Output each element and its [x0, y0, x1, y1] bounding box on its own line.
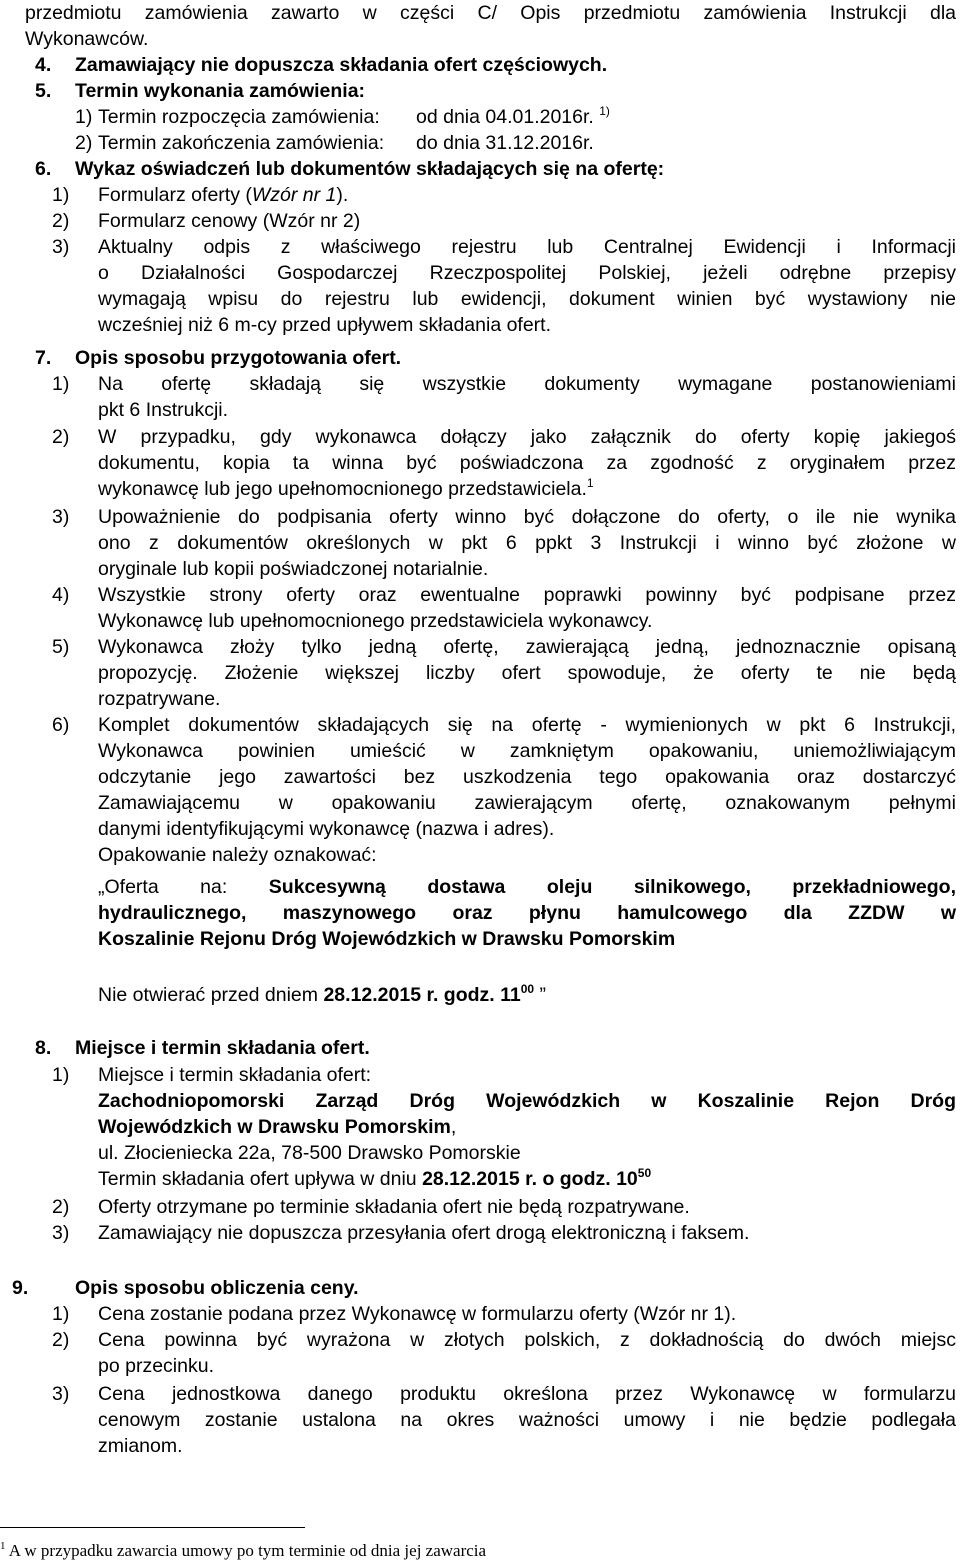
- do-not-open-label: Nie otwierać przed dniem: [98, 984, 324, 1006]
- address-office: Wojewódzkich w Drawsku Pomorskim: [98, 1116, 451, 1138]
- section-7-item-2-line-2: dokumentu, kopia ta winna być poświadczona za zgodność z oryginałem przez: [98, 452, 956, 474]
- section-9-item-2-number: 2): [52, 1329, 70, 1351]
- section-5-item-2-number: 2): [75, 132, 93, 154]
- section-7-item-3-line-1: Upoważnienie do podpisania oferty winno być dołączone do oferty, o ile nie wynika: [98, 506, 956, 528]
- address-comma: ,: [450, 1116, 457, 1138]
- section-4-number: 4.: [35, 54, 52, 76]
- section-7-item-5-line-1: Wykonawca złoży tylko jedną ofertę, zawierającą jedną, jednoznacznie opisaną: [98, 636, 956, 658]
- section-7-item-4-number: 4): [52, 584, 70, 606]
- section-6-item-1-number: 1): [52, 184, 70, 206]
- section-9-item-2-line-2: po przecinku.: [98, 1355, 214, 1377]
- package-marking-line-1: [98, 874, 956, 900]
- section-5-item-1-label: Termin rozpoczęcia zamówienia:: [98, 106, 380, 128]
- section-9-item-2-line-1: Cena powinna być wyrażona w złotych polskich, z dokładnością do dwóch miejsc: [98, 1329, 956, 1351]
- offer-prefix: Oferta na:: [104, 876, 269, 898]
- section-9-item-3-number: 3): [52, 1383, 70, 1405]
- address-line-2: [98, 1114, 456, 1140]
- section-8-item-2-number: 2): [52, 1196, 70, 1218]
- section-9-title: Opis sposobu obliczenia ceny.: [75, 1277, 359, 1299]
- section-7-title: Opis sposobu przygotowania ofert.: [75, 347, 402, 369]
- closing-quote: ”: [534, 984, 547, 1006]
- section-7-item-6-line-4: Zamawiającemu w opakowaniu zawierającym ofertę, oznakowanym pełnymi: [98, 792, 956, 814]
- deadline-minutes: 50: [637, 1166, 652, 1180]
- section-6-item-3-line-1: Aktualny odpis z właściwego rejestru lub Centralnej Ewidencji i Informacji: [98, 236, 956, 258]
- do-not-open-date: 28.12.2015 r. godz. 11: [323, 984, 521, 1006]
- section-7-item-6-line-5: danymi identyfikującymi wykonawcę (nazwa i adres).: [98, 818, 555, 840]
- start-date: od dnia 04.01.2016r.: [416, 106, 594, 128]
- section-9-item-3-line-1: Cena jednostkowa danego produktu określona przez Wykonawcę w formularzu: [98, 1383, 956, 1405]
- section-9-item-1-number: 1): [52, 1303, 70, 1325]
- section-8-number: 8.: [35, 1037, 52, 1059]
- section-6-item-3-line-3: wymagają wpisu do rejestru lub ewidencji, dokument winien być wystawiony nie: [98, 288, 956, 310]
- section-6-item-3-number: 3): [52, 236, 70, 258]
- section-5-item-2-value: do dnia 31.12.2016r.: [416, 132, 594, 154]
- submission-deadline: [98, 1166, 651, 1192]
- footnote-ref-1: 1): [599, 104, 610, 118]
- section-7-item-2-number: 2): [52, 426, 70, 448]
- offer-subject-part-1: Sukcesywną dostawa oleju silnikowego, przekładniowego,: [268, 876, 956, 898]
- section-6-item-3-line-4: wcześniej niż 6 m-cy przed upływem składania ofert.: [98, 314, 552, 336]
- section-8-item-1-label: Miejsce i termin składania ofert:: [98, 1064, 372, 1086]
- intro-line-2: Wykonawców.: [25, 28, 149, 50]
- section-7-item-6-line-2: Wykonawca powinien umieścić w zamkniętym opakowaniu, uniemożliwiającym: [98, 740, 956, 762]
- section-9-item-1: Cena zostanie podana przez Wykonawcę w formularzu oferty (Wzór nr 1).: [98, 1303, 737, 1325]
- package-marking-intro: Opakowanie należy oznakować:: [98, 844, 377, 866]
- section-6-item-1: [98, 182, 348, 208]
- section-5-item-1-value: [416, 104, 610, 130]
- section-7-item-4-line-2: Wykonawcę lub upełnomocnionego przedstawiciela wykonawcy.: [98, 610, 653, 632]
- section-9-item-3-line-2: cenowym zostanie ustalona na okres ważności umowy i nie będzie podlegała: [98, 1409, 956, 1431]
- footnote-mark: 1: [0, 1540, 6, 1552]
- section-7-item-5-line-2: propozycję. Złożenie większej liczby ofert spowoduje, że oferty te nie będą: [98, 662, 956, 684]
- section-5-item-2-label: Termin zakończenia zamówienia:: [98, 132, 385, 154]
- section-7-item-3-line-3: oryginale lub kopii poświadczonej notarialnie.: [98, 558, 489, 580]
- section-7-item-1-line-1: Na ofertę składają się wszystkie dokumenty wymagane postanowieniami: [98, 373, 956, 395]
- section-8-item-3-number: 3): [52, 1222, 70, 1244]
- section-8-item-1-number: 1): [52, 1064, 70, 1086]
- section-7-item-4-line-1: Wszystkie strony oferty oraz ewentualne poprawki powinny być podpisane przez: [98, 584, 956, 606]
- do-not-open-minutes: 00: [520, 982, 535, 996]
- address-line-1: Zachodniopomorski Zarząd Dróg Wojewódzkich w Koszalinie Rejon Dróg: [98, 1090, 956, 1112]
- footnote-text: A w przypadku zawarcia umowy po tym terminie od dnia jej zawarcia: [5, 1541, 487, 1560]
- section-7-item-1-line-2: pkt 6 Instrukcji.: [98, 399, 229, 421]
- section-7-item-6-line-3: odczytanie jego zawartości bez uszkodzenia tego opakowania oraz dostarczyć: [98, 766, 956, 788]
- opening-quote: „: [98, 876, 105, 898]
- form-label: Formularz oferty (: [98, 184, 252, 206]
- intro-line-1: przedmiotu zamówienia zawarto w części C/ Opis przedmiotu zamówienia Instrukcji dla: [25, 2, 956, 24]
- form-template-ref: Wzór nr 1: [251, 184, 337, 206]
- section-8-title: Miejsce i termin składania ofert.: [75, 1037, 370, 1059]
- footnote-separator: [0, 1527, 305, 1528]
- section-6-title: Wykaz oświadczeń lub dokumentów składających się na ofertę:: [75, 158, 665, 180]
- footnote-ref-2: 1: [586, 476, 594, 490]
- section-7-item-2-line-1: W przypadku, gdy wykonawca dołączy jako załącznik do oferty kopię jakiegoś: [98, 426, 956, 448]
- section-7-number: 7.: [35, 347, 52, 369]
- section-7-item-2-text: wykonawcę lub jego upełnomocnionego przedstawiciela.: [98, 478, 587, 500]
- section-6-item-2-number: 2): [52, 210, 70, 232]
- section-7-item-6-number: 6): [52, 714, 70, 736]
- section-5-item-1-number: 1): [75, 106, 93, 128]
- section-7-item-2-line-3: [98, 476, 594, 502]
- section-9-number: 9.: [12, 1277, 29, 1299]
- section-8-item-2: Oferty otrzymane po terminie składania ofert nie będą rozpatrywane.: [98, 1196, 690, 1218]
- section-9-item-3-line-3: zmianom.: [98, 1435, 183, 1457]
- section-5-number: 5.: [35, 80, 52, 102]
- deadline-label: Termin składania ofert upływa w dniu: [98, 1168, 423, 1190]
- section-6-item-3-line-2: o Działalności Gospodarczej Rzeczpospolitej Polskiej, jeżeli odrębne przepisy: [98, 262, 956, 284]
- section-7-item-5-number: 5): [52, 636, 70, 658]
- section-5-title: Termin wykonania zamówienia:: [75, 80, 366, 102]
- section-6-number: 6.: [35, 158, 52, 180]
- section-6-item-2: Formularz cenowy (Wzór nr 2): [98, 210, 361, 232]
- deadline-date: 28.12.2015 r. o godz. 10: [422, 1168, 638, 1190]
- section-8-item-3: Zamawiający nie dopuszcza przesyłania ofert drogą elektroniczną i faksem.: [98, 1222, 750, 1244]
- package-marking-line-3: Koszalinie Rejonu Dróg Wojewódzkich w Drawsku Pomorskim: [98, 928, 676, 950]
- address-line-3: ul. Złocieniecka 22a, 78-500 Drawsko Pomorskie: [98, 1142, 521, 1164]
- do-not-open-notice: [98, 982, 546, 1008]
- footnote: [0, 1540, 486, 1562]
- section-7-item-5-line-3: rozpatrywane.: [98, 688, 221, 710]
- form-label-end: ).: [336, 184, 349, 206]
- section-7-item-3-line-2: ono z dokumentów określonych w pkt 6 ppkt 3 Instrukcji i winno być złożone w: [98, 532, 956, 554]
- section-4-text: Zamawiający nie dopuszcza składania ofert częściowych.: [75, 54, 608, 76]
- section-7-item-1-number: 1): [52, 373, 70, 395]
- section-7-item-6-line-1: Komplet dokumentów składających się na ofertę - wymienionych w pkt 6 Instrukcji,: [98, 714, 956, 736]
- package-marking-line-2: hydraulicznego, maszynowego oraz płynu hamulcowego dla ZZDW w: [98, 902, 956, 924]
- section-7-item-3-number: 3): [52, 506, 70, 528]
